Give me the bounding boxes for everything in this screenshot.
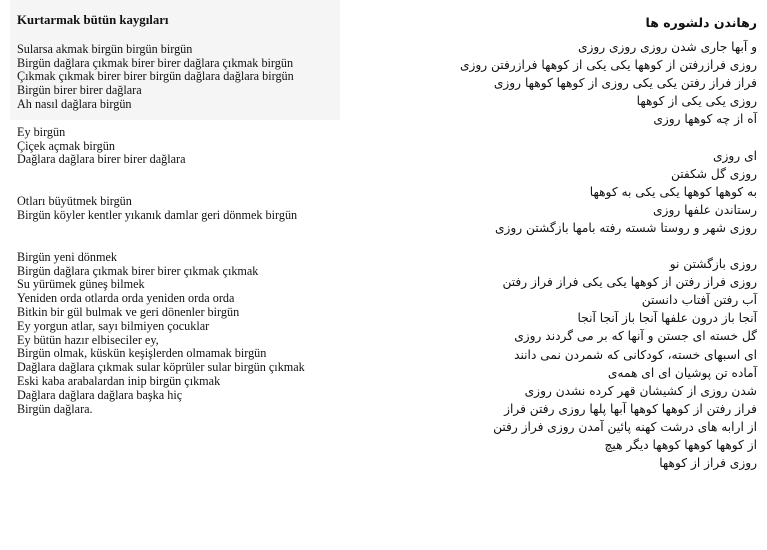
poem-line: Yeniden orda otlarda orda yeniden orda orda xyxy=(17,291,235,306)
poem-line: روزی فراز رفتن از کوهها یکی یکی فراز فراز رفتن xyxy=(502,275,757,290)
poem-line: Dağlara dağlara dağlara başka hiç xyxy=(17,387,183,402)
poem-line: از ارابه های درشت کهنه پائین آمدن روزی فراز رفتن xyxy=(493,419,757,434)
poem-line: روزی فرازرفتن از کوهها یکی یکی از کوهها فرازرفتن روزی xyxy=(459,58,757,73)
poem-line: ای اسبهای خسته، کودکانی که شمردن نمی دانند xyxy=(514,347,757,362)
persian-stanza-1 xyxy=(357,38,757,128)
poem-line: Ah nasıl dağlara birgün xyxy=(17,96,132,111)
turkish-stanza-3 xyxy=(17,195,362,223)
poem-line: روزی فراز از کوهها xyxy=(659,456,757,471)
poem-line: Eski kaba arabalardan inip birgün çıkmak xyxy=(17,373,221,388)
poem-line: Dağlara dağlara birer birer dağlara xyxy=(17,152,186,167)
poem-line: Ey birgün xyxy=(17,124,66,139)
poem-line: از کوهها کوهها کوهها دیگر هیچ xyxy=(604,437,757,452)
poem-line: به کوهها کوهها یکی یکی به کوهها xyxy=(589,184,757,199)
poem-line: روزی گل شکفتن xyxy=(670,166,757,181)
poem-line: Çiçek açmak birgün xyxy=(17,138,115,153)
poem-line: و آبها جاری شدن روزی روزی روزی xyxy=(577,40,757,55)
persian-stanza-2 xyxy=(357,147,757,237)
turkish-stanza-4 xyxy=(17,251,362,417)
poem-line: Birgün dağlara çıkmak birer birer dağlara çıkmak birgün xyxy=(17,55,294,70)
poem-line: روزی بازگشتن نو xyxy=(669,257,757,272)
poem-line: Sularsa akmak birgün birgün birgün xyxy=(17,41,193,56)
poem-line: Birgün köyler kentler yıkanık damlar geri dönmek birgün xyxy=(17,207,298,222)
persian-poem xyxy=(357,14,757,490)
poem-line: آماده تن پوشیان ای ای همه‌ی xyxy=(607,365,757,380)
turkish-stanza-2 xyxy=(17,126,362,167)
poem-line: روزی شهر و روستا شسته رفته بامها بازگشتن روزی xyxy=(494,220,757,235)
poem-line: Birgün olmak, küskün keşişlerden olmamak birgün xyxy=(17,346,267,361)
persian-poem-title: رهاندن دلشوره ها xyxy=(645,15,757,30)
poem-line: آب رفتن آفتاب دانستن xyxy=(641,293,757,308)
poem-line: Birgün dağlara çıkmak birer birer çıkmak çıkmak xyxy=(17,263,259,278)
poem-line: رستاندن علفها روزی xyxy=(653,202,757,217)
poem-line: Birgün yeni dönmek xyxy=(17,249,117,264)
turkish-poem-title: Kurtarmak bütün kaygıları xyxy=(17,13,169,27)
poem-line: ای روزی xyxy=(713,148,757,163)
poem-line: آنجا باز درون علفها آنجا باز آنجا آنجا xyxy=(577,311,757,326)
poem-line: Birgün dağlara. xyxy=(17,401,93,416)
poem-line: شدن روزی از کشیشان قهر کرده نشدن روزی xyxy=(524,383,757,398)
turkish-poem xyxy=(17,14,362,430)
poem-line: گل خسته ای جستن و آنها که بر می گردند روزی xyxy=(514,329,757,344)
poem-line: Bitkin bir gül bulmak ve geri dönenler birgün xyxy=(17,304,240,319)
turkish-stanza-1 xyxy=(17,43,362,112)
poem-line: Ey bütün hazır elbiseciler ey, xyxy=(17,332,159,347)
poem-line: Ey yorgun atlar, sayı bilmiyen çocuklar xyxy=(17,318,210,333)
poem-line: Çıkmak çıkmak birer birer birgün dağlara dağlara birgün xyxy=(17,69,294,84)
poem-line: Birgün birer birer dağlara xyxy=(17,83,142,98)
poem-line: آه از چه کوهها روزی xyxy=(653,112,757,127)
poem-line: Su yürümek güneş bilmek xyxy=(17,277,145,292)
poem-line: Otları büyütmek birgün xyxy=(17,194,132,209)
poem-line: فراز فراز رفتن یکی یکی روزی از کوهها کوهها روزی xyxy=(493,76,757,91)
poem-line: فراز رفتن از کوهها کوهها آبها پلها روزی رفتن فراز xyxy=(504,401,757,416)
poem-line: روزی یکی یکی از کوهها xyxy=(636,94,757,109)
poem-line: Dağlara dağlara çıkmak sular köprüler sular birgün çıkmak xyxy=(17,360,305,375)
persian-stanza-3 xyxy=(357,255,757,472)
